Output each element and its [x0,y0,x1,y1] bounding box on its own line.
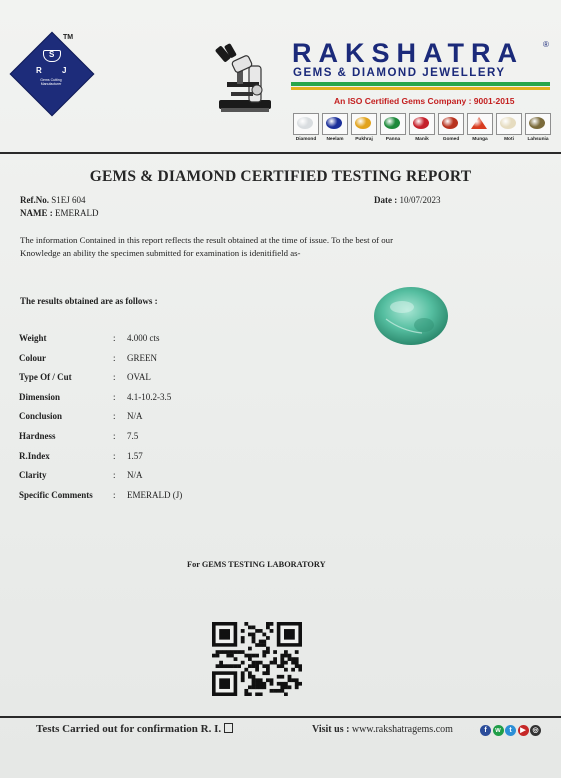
youtube-icon[interactable]: ▶ [518,725,529,736]
whatsapp-icon[interactable]: w [493,725,504,736]
gem-label: Pukhraj [355,137,373,142]
header-divider [0,152,561,154]
trademark-mark: TM [63,34,74,41]
gem-lahsunia [524,113,552,142]
spec-colon: : [113,470,116,481]
gem-munga [466,113,494,142]
gem-label: Neelam [326,137,344,142]
pukhraj-gem-icon [351,113,377,135]
instagram-icon[interactable]: ◎ [530,725,541,736]
footer-divider [0,716,561,718]
logo-letter-r: R [36,66,42,75]
gem-label: Gomed [442,137,460,142]
reference-number [20,195,86,205]
brand-subtitle: GEMS & DIAMOND JEWELLERY [293,67,506,79]
spec-colon: : [113,352,116,363]
qr-code [212,622,302,696]
logo-tagline: Gems Cutting Manufacturer [40,78,62,86]
emerald-stone-image [372,285,450,347]
gem-label: Manik [415,137,429,142]
ref-value: S1EJ 604 [51,195,86,205]
gem-moti [495,113,523,142]
manik-gem-icon [409,113,435,135]
lahsunia-gem-icon [525,113,551,135]
moti-gem-icon [496,113,522,135]
gem-neelam [321,113,349,142]
spec-colon: : [113,411,116,422]
logo-letter-j: J [62,66,67,75]
intro-paragraph [20,234,540,259]
results-heading: The results obtained are as follows : [20,296,158,306]
tests-label: Tests Carried out for confirmation R. I. [36,723,222,735]
gem-icon-row [292,113,554,147]
gem-label: Moti [504,137,514,142]
report-title: GEMS & DIAMOND CERTIFIED TESTING REPORT [89,168,472,185]
spec-value: N/A [127,470,143,481]
lab-signature-label: For GEMS TESTING LABORATORY [187,560,326,569]
gem-gomed [437,113,465,142]
intro-line-1: The information Contained in this report reflects the result obtained at the time of issue. To the best of our [20,235,393,245]
spec-value: N/A [127,411,143,422]
spec-value: EMERALD (J) [127,489,183,500]
website-link[interactable]: www.rakshatragems.com [351,724,453,735]
spec-value: 7.5 [127,431,139,441]
date-value: 10/07/2023 [399,195,441,205]
brand-divider-green [291,82,550,86]
website-line [312,724,453,735]
gem-manik [408,113,436,142]
confirmation-checkbox [224,723,233,733]
neelam-gem-icon [322,113,348,135]
spec-label: Dimension [19,391,61,402]
spec-value: 4.1-10.2-3.5 [127,391,172,402]
logo-letter-s: S [49,50,55,59]
facebook-icon[interactable]: f [480,725,491,736]
spec-label: Clarity [19,470,47,481]
microscope-icon [213,42,275,114]
report-date [374,195,441,205]
spec-value: OVAL [127,372,151,383]
spec-colon: : [113,431,116,441]
specimen-name [20,208,99,218]
spec-label: Specific Comments [19,489,93,500]
brand-name: RAKSHATRA [292,38,524,68]
tests-confirmation [36,723,233,735]
spec-label: Type Of / Cut [19,372,72,383]
spec-label: Conclusion [19,411,63,422]
spec-label: Hardness [19,431,56,441]
brand-divider-gold [291,87,550,90]
spec-colon: : [113,489,116,500]
registered-mark: ® [543,40,549,49]
intro-line-2: Knowledge an ability the specimen submitted for examination is idenitifield as- [20,247,301,258]
spec-value: 1.57 [127,450,143,461]
iso-certification: An ISO Certified Gems Company : 9001-2015 [334,96,515,106]
gomed-gem-icon [438,113,464,135]
spec-label: Weight [19,333,47,343]
spec-label: Colour [19,352,46,363]
spec-value: GREEN [127,352,157,363]
gem-label: Munga [472,137,488,142]
panna-gem-icon [380,113,406,135]
twitter-icon[interactable]: t [505,725,516,736]
gem-label: Lahsunia [527,137,549,142]
spec-colon: : [113,450,116,461]
ref-label: Ref.No. [20,195,49,205]
name-value: EMERALD [55,208,99,218]
gem-panna [379,113,407,142]
spec-value: 4.000 cts [127,333,160,343]
diamond-gem-icon [293,113,319,135]
munga-gem-icon [467,113,493,135]
spec-colon: : [113,391,116,402]
spec-colon: : [113,333,116,343]
date-label: Date : [374,195,398,205]
visit-label: Visit us : [312,724,350,735]
gem-label: Diamond [295,137,317,142]
name-label: NAME : [20,208,53,218]
spec-label: R.Index [19,450,50,461]
gem-label: Panna [385,137,401,142]
gem-diamond [292,113,320,142]
company-logo [14,42,88,104]
spec-colon: : [113,372,116,383]
gem-pukhraj [350,113,378,142]
